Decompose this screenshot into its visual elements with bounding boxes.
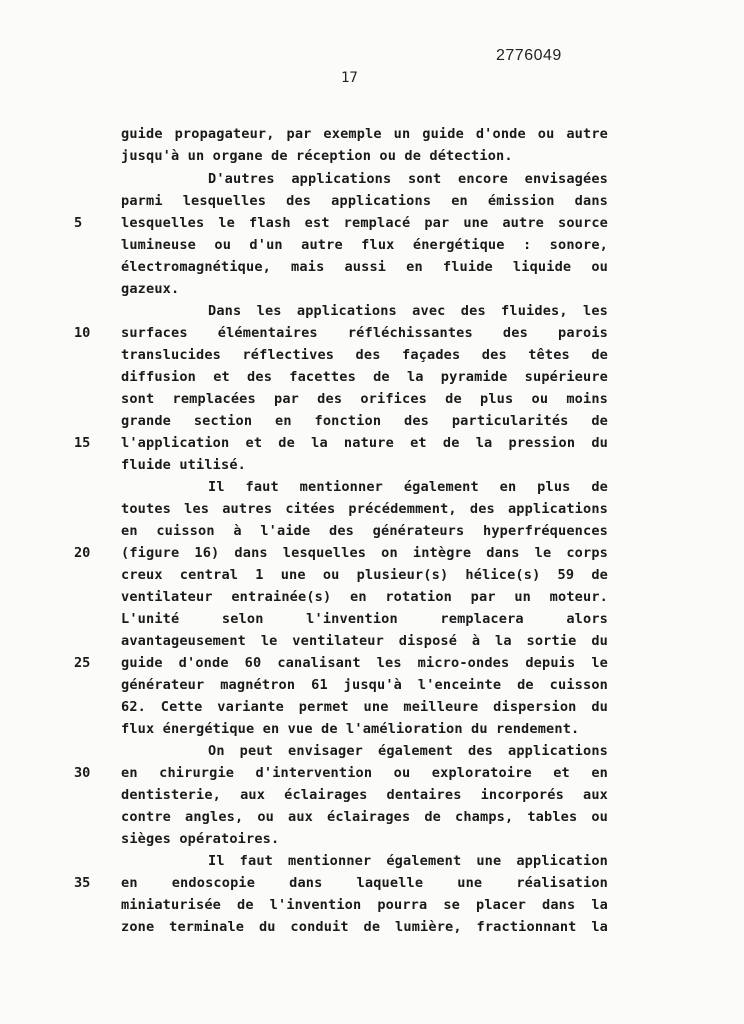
- text-line: translucides réflectives des façades des têtes de: [121, 347, 608, 363]
- text-line: zone terminale du conduit de lumière, fractionnant la: [121, 919, 608, 935]
- text-line: D'autres applications sont encore envisagées: [208, 171, 608, 187]
- margin-line-number: 30: [74, 765, 91, 781]
- text-line: jusqu'à un organe de réception ou de détection.: [121, 148, 513, 164]
- text-line: lumineuse ou d'un autre flux énergétique : sonore,: [121, 237, 608, 253]
- text-line: 62. Cette variante permet une meilleure dispersion du: [121, 699, 608, 715]
- margin-line-number: 35: [74, 875, 91, 891]
- text-line: Il faut mentionner également en plus de: [208, 479, 608, 495]
- text-line: gazeux.: [121, 281, 180, 297]
- text-line: creux central 1 une ou plusieur(s) hélice(s) 59 de: [121, 567, 608, 583]
- margin-line-number: 25: [74, 655, 91, 671]
- margin-line-number: 15: [74, 435, 91, 451]
- text-line: sièges opératoires.: [121, 831, 280, 847]
- text-line: contre angles, ou aux éclairages de champs, tables ou: [121, 809, 608, 825]
- text-line: dentisterie, aux éclairages dentaires incorporés aux: [121, 787, 608, 803]
- text-line: l'application et de la nature et de la pression du: [121, 435, 608, 451]
- margin-line-number: 20: [74, 545, 91, 561]
- text-line: générateur magnétron 61 jusqu'à l'enceinte de cuisson: [121, 677, 608, 693]
- text-line: avantageusement le ventilateur disposé à la sortie du: [121, 633, 608, 649]
- text-line: parmi lesquelles des applications en émission dans: [121, 193, 608, 209]
- page-number: 17: [341, 70, 358, 86]
- text-line: guide d'onde 60 canalisant les micro-ondes depuis le: [121, 655, 608, 671]
- text-line: guide propagateur, par exemple un guide d'onde ou autre: [121, 126, 608, 142]
- text-line: miniaturisée de l'invention pourra se placer dans la: [121, 897, 608, 913]
- text-line: flux énergétique en vue de l'amélioration du rendement.: [121, 721, 580, 737]
- text-line: diffusion et des facettes de la pyramide supérieure: [121, 369, 608, 385]
- text-line: On peut envisager également des applications: [208, 743, 608, 759]
- text-line: Dans les applications avec des fluides, les: [208, 303, 608, 319]
- margin-line-number: 10: [74, 325, 91, 341]
- text-line: sont remplacées par des orifices de plus ou moins: [121, 391, 608, 407]
- text-line: ventilateur entrainée(s) en rotation par un moteur.: [121, 589, 608, 605]
- text-line: fluide utilisé.: [121, 457, 247, 473]
- text-line: grande section en fonction des particularités de: [121, 413, 608, 429]
- text-line: lesquelles le flash est remplacé par une autre source: [121, 215, 608, 231]
- text-line: surfaces élémentaires réfléchissantes des parois: [121, 325, 608, 341]
- text-line: Il faut mentionner également une application: [208, 853, 608, 869]
- document-number: 2776049: [496, 47, 562, 64]
- text-line: électromagnétique, mais aussi en fluide liquide ou: [121, 259, 608, 275]
- text-line: (figure 16) dans lesquelles on intègre dans le corps: [121, 545, 608, 561]
- text-line: en endoscopie dans laquelle une réalisation: [121, 875, 608, 891]
- text-line: L'unité selon l'invention remplacera alors: [121, 611, 608, 627]
- margin-line-number: 5: [74, 215, 83, 231]
- text-line: toutes les autres citées précédemment, des applications: [121, 501, 608, 517]
- text-line: en chirurgie d'intervention ou exploratoire et en: [121, 765, 608, 781]
- text-line: en cuisson à l'aide des générateurs hyperfréquences: [121, 523, 608, 539]
